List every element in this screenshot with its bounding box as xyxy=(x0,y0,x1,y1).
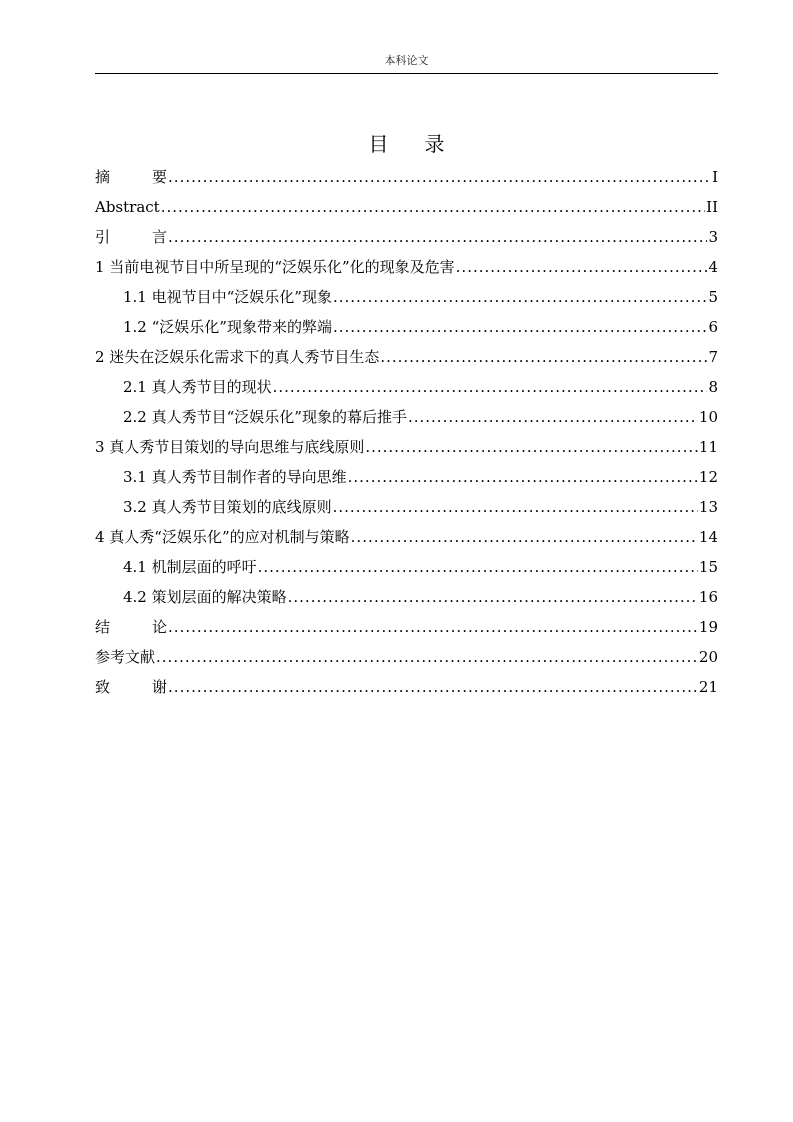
toc-entry-label: Abstract xyxy=(95,198,160,216)
toc-entry-conclusion[interactable] xyxy=(95,612,718,642)
toc-page-number: 21 xyxy=(698,678,718,696)
running-header: 本科论文 xyxy=(384,54,429,67)
toc-entry-label: 4 真人秀“泛娱乐化”的应对机制与策略 xyxy=(95,528,350,546)
toc-entry-label: 3.1 真人秀节目制作者的导向思维 xyxy=(123,468,347,486)
toc-dot-leader xyxy=(288,582,698,612)
toc-dot-leader xyxy=(351,522,698,552)
toc-page-number: 10 xyxy=(698,408,718,426)
toc-page-number: 7 xyxy=(708,348,718,366)
toc-dot-leader xyxy=(365,432,698,462)
toc-entry-label: 2 迷失在泛娱乐化需求下的真人秀节目生态 xyxy=(95,348,380,366)
toc-page-number: I xyxy=(712,168,718,186)
toc-page-number: 8 xyxy=(708,378,718,396)
toc-dot-leader xyxy=(258,552,698,582)
toc-title: 目录 xyxy=(368,132,481,156)
toc-page-number: 16 xyxy=(698,588,718,606)
toc-entry-label: 参考文献 xyxy=(95,648,156,666)
toc-dot-leader xyxy=(168,612,698,642)
toc-entry-section-1-2[interactable] xyxy=(95,312,718,342)
toc-entry-label: 2.2 真人秀节目“泛娱乐化”现象的幕后推手 xyxy=(123,408,407,426)
toc-entry-label: 致谢 xyxy=(95,678,168,696)
toc-entry-abstract-en[interactable] xyxy=(95,192,718,222)
toc-entry-label: 1.2 “泛娱乐化”现象带来的弊端 xyxy=(123,318,332,336)
toc-entry-label: 1.1 电视节目中“泛娱乐化”现象 xyxy=(123,288,332,306)
toc-entry-label: 3 真人秀节目策划的导向思维与底线原则 xyxy=(95,438,365,456)
toc-entry-references[interactable] xyxy=(95,642,718,672)
toc-entry-section-4-2[interactable] xyxy=(95,582,718,612)
table-of-contents xyxy=(95,162,718,702)
toc-page-number: 15 xyxy=(698,558,718,576)
toc-page-number: 14 xyxy=(698,528,718,546)
toc-dot-leader xyxy=(161,192,705,222)
toc-entry-abstract-cn[interactable] xyxy=(95,162,718,192)
toc-entry-label: 结论 xyxy=(95,618,168,636)
toc-page-number: 13 xyxy=(698,498,718,516)
toc-entry-section-1-1[interactable] xyxy=(95,282,718,312)
toc-dot-leader xyxy=(168,162,711,192)
toc-entry-label: 2.1 真人秀节目的现状 xyxy=(123,378,272,396)
toc-dot-leader xyxy=(273,372,708,402)
toc-page-number: II xyxy=(706,198,718,216)
toc-dot-leader xyxy=(333,312,707,342)
toc-dot-leader xyxy=(380,342,707,372)
toc-entry-section-4-1[interactable] xyxy=(95,552,718,582)
toc-dot-leader xyxy=(456,252,708,282)
toc-entry-chapter-3[interactable] xyxy=(95,432,718,462)
toc-entry-chapter-1[interactable] xyxy=(95,252,718,282)
toc-entry-label: 4.1 机制层面的呼吁 xyxy=(123,558,257,576)
toc-page-number: 4 xyxy=(708,258,718,276)
toc-dot-leader xyxy=(168,222,707,252)
toc-page-number: 19 xyxy=(698,618,718,636)
toc-dot-leader xyxy=(408,402,698,432)
toc-entry-section-2-2[interactable] xyxy=(95,402,718,432)
toc-entry-chapter-4[interactable] xyxy=(95,522,718,552)
toc-entry-label: 摘要 xyxy=(95,168,168,186)
toc-entry-section-2-1[interactable] xyxy=(95,372,718,402)
toc-entry-section-3-2[interactable] xyxy=(95,492,718,522)
toc-entry-section-3-1[interactable] xyxy=(95,462,718,492)
toc-entry-chapter-2[interactable] xyxy=(95,342,718,372)
toc-dot-leader xyxy=(156,642,698,672)
header-divider xyxy=(95,73,718,74)
toc-dot-leader xyxy=(348,462,698,492)
toc-entry-label: 3.2 真人秀节目策划的底线原则 xyxy=(123,498,332,516)
toc-entry-acknowledgements[interactable] xyxy=(95,672,718,702)
toc-page-number: 20 xyxy=(698,648,718,666)
toc-page-number: 11 xyxy=(698,438,718,456)
toc-dot-leader xyxy=(168,672,698,702)
toc-dot-leader xyxy=(333,492,698,522)
toc-entry-label: 4.2 策划层面的解决策略 xyxy=(123,588,287,606)
toc-entry-label: 1 当前电视节目中所呈现的“泛娱乐化”化的现象及危害 xyxy=(95,258,455,276)
toc-page-number: 6 xyxy=(708,318,718,336)
toc-page-number: 12 xyxy=(698,468,718,486)
toc-page-number: 3 xyxy=(708,228,718,246)
toc-entry-introduction[interactable] xyxy=(95,222,718,252)
toc-entry-label: 引言 xyxy=(95,228,168,246)
toc-dot-leader xyxy=(333,282,707,312)
toc-page-number: 5 xyxy=(708,288,718,306)
